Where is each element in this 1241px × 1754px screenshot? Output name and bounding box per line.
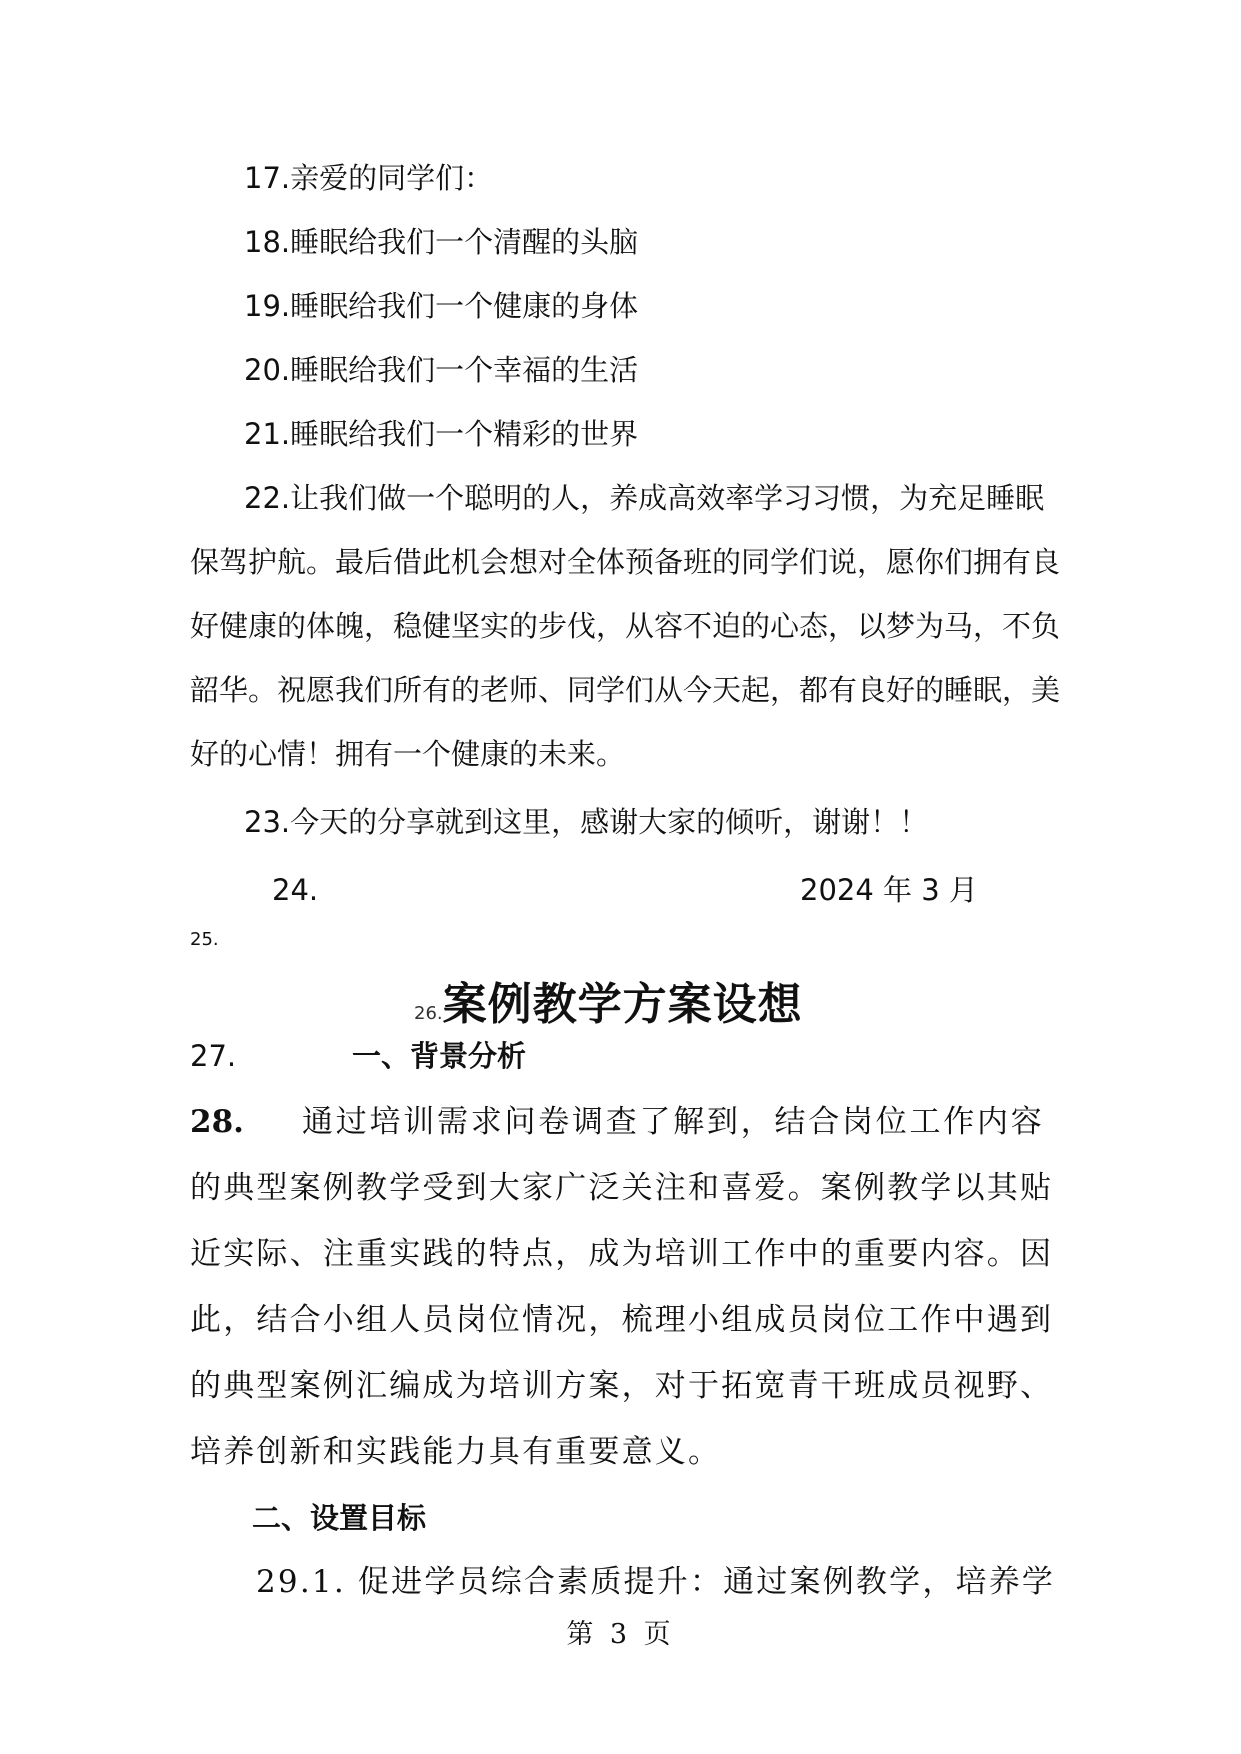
heading-set-goals: 二、设置目标: [252, 1501, 427, 1535]
heading-27-number: 27.: [190, 1039, 237, 1073]
paragraph-23: 23.今天的分享就到这里，感谢大家的倾听，谢谢！！: [244, 805, 929, 839]
paragraph-18: 18.睡眠给我们一个清醒的头脑: [244, 225, 639, 259]
paragraph-28-line-2: 的典型案例教学受到大家广泛关注和喜爱。案例教学以其贴: [190, 1170, 1054, 1206]
paragraph-25-number: 25.: [190, 929, 219, 950]
paragraph-22-line-1: 22.让我们做一个聪明的人，养成高效率学习习惯，为充足睡眠: [244, 481, 1045, 515]
title-number: 26.: [414, 1003, 443, 1024]
paragraph-19: 19.睡眠给我们一个健康的身体: [244, 289, 639, 323]
date-line: 2024 年 3 月: [800, 873, 978, 907]
paragraph-28-number: 28.: [190, 1104, 244, 1140]
paragraph-28-line-4: 此，结合小组人员岗位情况，梳理小组成员岗位工作中遇到: [190, 1302, 1054, 1338]
paragraph-20: 20.睡眠给我们一个幸福的生活: [244, 353, 639, 387]
document-title: [414, 968, 803, 1032]
heading-background-analysis: 一、背景分析: [352, 1039, 527, 1073]
paragraph-21: 21.睡眠给我们一个精彩的世界: [244, 417, 639, 451]
page-number: 第 3 页: [566, 1619, 675, 1650]
paragraph-22-line-3: 好健康的体魄，稳健坚实的步伐，从容不迫的心态，以梦为马，不负: [190, 609, 1061, 643]
paragraph-29: 29.1. 促进学员综合素质提升：通过案例教学，培养学: [256, 1564, 1056, 1600]
paragraph-22-line-5: 好的心情！拥有一个健康的未来。: [190, 737, 626, 771]
paragraph-22-line-4: 韶华。祝愿我们所有的老师、同学们从今天起，都有良好的睡眠，美: [190, 673, 1061, 707]
paragraph-28-line-6: 培养创新和实践能力具有重要意义。: [190, 1434, 722, 1470]
paragraph-28-line-3: 近实际、注重实践的特点，成为培训工作中的重要内容。因: [190, 1236, 1054, 1272]
paragraph-22-line-2: 保驾护航。最后借此机会想对全体预备班的同学们说，愿你们拥有良: [190, 545, 1061, 579]
paragraph-28-line-5: 的典型案例汇编成为培训方案，对于拓宽青干班成员视野、: [190, 1368, 1054, 1404]
paragraph-28-line-1: 通过培训需求问卷调查了解到，结合岗位工作内容: [302, 1104, 1044, 1140]
paragraph-24-number: 24.: [272, 873, 319, 907]
paragraph-17: 17.亲爱的同学们：: [244, 161, 494, 195]
title-text: 案例教学方案设想: [442, 979, 803, 1030]
